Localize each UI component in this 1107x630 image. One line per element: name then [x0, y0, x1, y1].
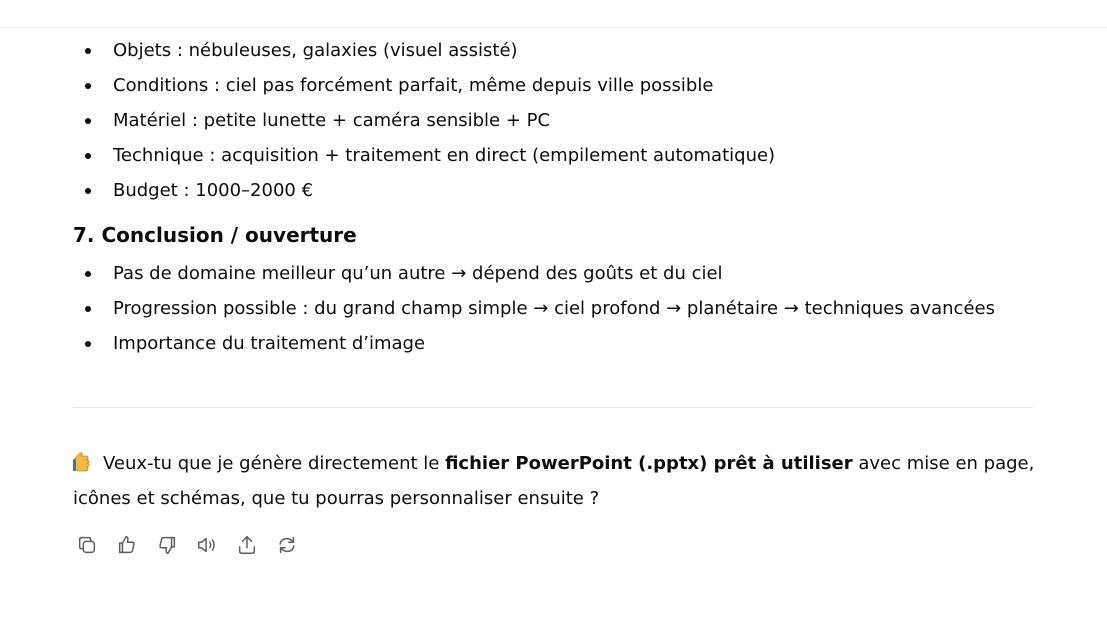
- list-item-text: Progression possible : du grand champ simple → ciel profond → planétaire → techniques avancées: [113, 298, 995, 319]
- message-actions: [73, 531, 301, 559]
- section-heading: 7. Conclusion / ouverture: [73, 223, 357, 247]
- copy-button[interactable]: [73, 531, 101, 559]
- regenerate-icon: [276, 534, 298, 556]
- list-item: [73, 68, 1033, 103]
- thumbs-up-button[interactable]: [113, 531, 141, 559]
- bullet-list-top: [73, 33, 1033, 208]
- list-item: [73, 173, 1033, 208]
- horizontal-divider: [73, 407, 1033, 408]
- thumbs-down-button[interactable]: [153, 531, 181, 559]
- copy-icon: [76, 534, 98, 556]
- list-item-text: Objets : nébuleuses, galaxies (visuel assisté): [113, 40, 518, 61]
- bullet-dot: [85, 83, 91, 89]
- share-icon: [236, 534, 258, 556]
- question-text-before: Veux-tu que je génère directement le: [103, 453, 446, 474]
- share-button[interactable]: [233, 531, 261, 559]
- regenerate-button[interactable]: [273, 531, 301, 559]
- list-item-text: Technique : acquisition + traitement en direct (empilement automatique): [113, 145, 776, 166]
- bullet-dot: [85, 118, 91, 124]
- message-content: [73, 33, 1033, 361]
- list-item: [73, 138, 1033, 173]
- list-item-text: Conditions : ciel pas forcément parfait, même depuis ville possible: [113, 75, 714, 96]
- read-aloud-button[interactable]: [193, 531, 221, 559]
- bullet-dot: [85, 306, 91, 312]
- thumbs-down-icon: [156, 534, 178, 556]
- bullet-dot: [85, 341, 91, 347]
- bullet-dot: [85, 188, 91, 194]
- bullet-list-conclusion: [73, 256, 1033, 361]
- list-item-text: Pas de domaine meilleur qu’un autre → dépend des goûts et du ciel: [113, 263, 723, 284]
- pointing-hand-emoji-icon: [73, 450, 97, 472]
- bullet-dot: [85, 153, 91, 159]
- list-item-text: Budget : 1000–2000 €: [113, 180, 314, 201]
- follow-up-question: [73, 446, 1043, 516]
- list-item: [73, 33, 1033, 68]
- list-item: [73, 103, 1033, 138]
- list-item: [73, 326, 1033, 361]
- question-text-after: avec mise en page, icônes et schémas, que tu pourras personnaliser ensuite ?: [73, 453, 1035, 509]
- read-aloud-icon: [196, 534, 218, 556]
- list-item: [73, 256, 1033, 291]
- bullet-dot: [85, 48, 91, 54]
- list-item-text: Importance du traitement d’image: [113, 333, 426, 354]
- list-item: [73, 291, 1033, 326]
- bullet-dot: [85, 271, 91, 277]
- thumbs-up-icon: [116, 534, 138, 556]
- list-item-text: Matériel : petite lunette + caméra sensible + PC: [113, 110, 551, 131]
- top-bar: [0, 0, 1107, 28]
- question-bold-text: fichier PowerPoint (.pptx) prêt à utiliser: [445, 453, 853, 474]
